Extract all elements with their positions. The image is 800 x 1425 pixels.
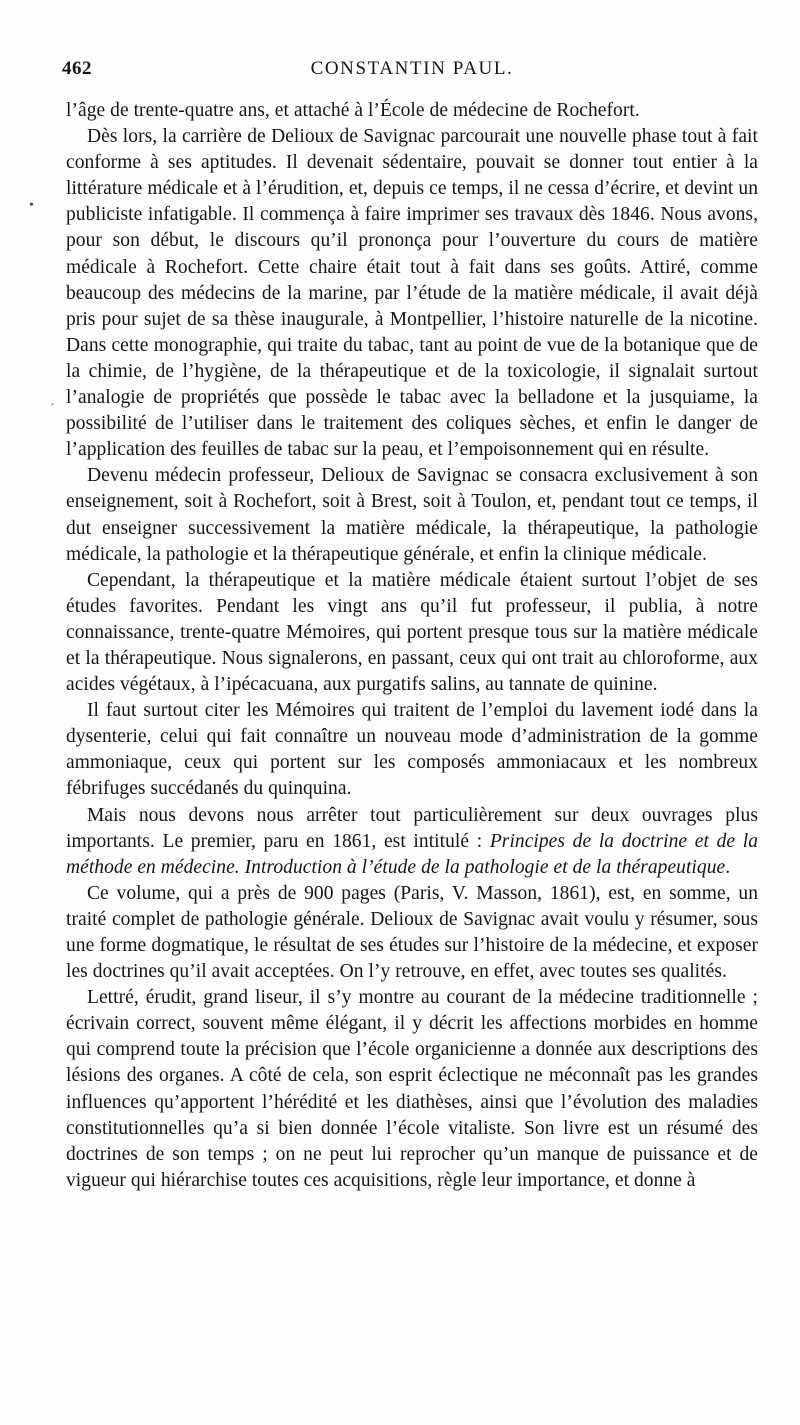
paragraph: Ce volume, qui a près de 900 pages (Paris, V. Masson, 1861), est, en somme, un traité complet de pathologie générale. Delioux de Savignac avait voulu y résumer, sous une forme dogmatique, le résultat de ses études sur l’histoire de la médecine, et exposer les doctrines qu’il avait acceptées. On l’y retrouve, en effet, avec toutes ses qualités. [66,882,758,983]
book-title: Principes de la doctrine et de la méthode en médecine. Introduction à l’étude de la pathologie et de la thérapeutique [66,830,758,878]
page-number: 462 [62,58,92,79]
margin-speck: ´ [50,402,55,417]
margin-speck: • [29,198,34,213]
paragraph-text: Mais nous devons nous arrêter tout particulièrement sur deux ouvrages plus importants. Le premier, paru en 1861, est intitulé : [66,804,758,852]
paragraph-continuation: l’âge de trente-quatre ans, et attaché à l’École de médecine de Rochefort. [66,100,640,121]
paragraph-text-end: . [725,856,731,878]
paragraph: Devenu médecin professeur, Delioux de Savignac se consacra exclusivement à son enseignement, soit à Rochefort, soit à Brest, soit à Toulon, et, pendant tout ce temps, il dut enseigner successivement la matière médicale, la thérapeutique, la pathologie médicale, la pathologie et la thérapeutique générale, et enfin la clinique médicale. [66,465,758,565]
paragraph: Lettré, érudit, grand liseur, il s’y montre au courant de la médecine traditionnelle ; écrivain correct, souvent même élégant, il y décrit les affections morbides en homme qui comprend toute la précision que l’école organicienne a donnée aux descriptions des lésions des organes. A côté de cela, son esprit éclectique ne méconnaît pas les grandes influences qu’apportent l’hérédité et les diathèses, ainsi que l’évolution des maladies constitutionnelles qu’a si bien donnée l’école vitaliste. Son livre est un résumé des doctrines de son temps ; on ne peut lui reprocher qu’un manque de puissance et de vigueur qui hiérarchise toutes ces acquisitions, règle leur importance, et donne à [66,987,758,1191]
paragraph: Dès lors, la carrière de Delioux de Savignac parcourait une nouvelle phase tout à fait conforme à ses aptitudes. Il devenait sédentaire, pouvait se donner tout entier à la littérature médicale et à l’érudition, et, depuis ce temps, il ne cessa d’écrire, et devint un publiciste infatigable. Il commença à faire imprimer ses travaux dès 1846. Nous avons, pour son début, le discours qu’il prononça pour l’ouverture du cours de matière médicale à Rochefort. Cette chaire était tout à fait dans ses goûts. Attiré, comme beaucoup des médecins de la marine, par l’étude de la matière médicale, il avait déjà pris pour sujet de sa thèse inaugurale, à Montpellier, l’histoire naturelle de la nicotine. Dans cette monographie, qui traite du tabac, tant au point de vue de la botanique que de la chimie, de l’hygiène, de la thérapeutique et de la toxicologie, il signalait surtout l’analogie de propriétés que possède le tabac avec la belladone et la jusquiame, la possibilité de l’utiliser dans le traitement des coliques sèches, et enfin le danger de l’application des feuilles de tabac sur la peau, et l’empoisonnement qui en résulte. [66,126,758,461]
page-header [62,58,762,92]
paragraph: Cependant, la thérapeutique et la matière médicale étaient surtout l’objet de ses études favorites. Pendant les vingt ans qu’il fut professeur, il publia, à notre connaissance, trente-quatre Mémoires, qui portent presque tous sur la matière médicale et la thérapeutique. Nous signalerons, en passant, ceux qui ont trait au chloroforme, aux acides végétaux, à l’ipécacuana, aux purgatifs salins, au tannate de quinine. [66,569,758,696]
paragraph: Il faut surtout citer les Mémoires qui traitent de l’emploi du lavement iodé dans la dysenterie, celui qui fait connaître un nouveau mode d’administration de la gomme ammoniaque, ceux qui portent sur les composés ammoniacaux et les nombreux fébrifuges succédanés du quinquina. [66,700,758,800]
body-text [66,98,758,1194]
running-title: CONSTANTIN PAUL. [310,58,514,79]
paragraph-with-book-title [66,803,758,881]
